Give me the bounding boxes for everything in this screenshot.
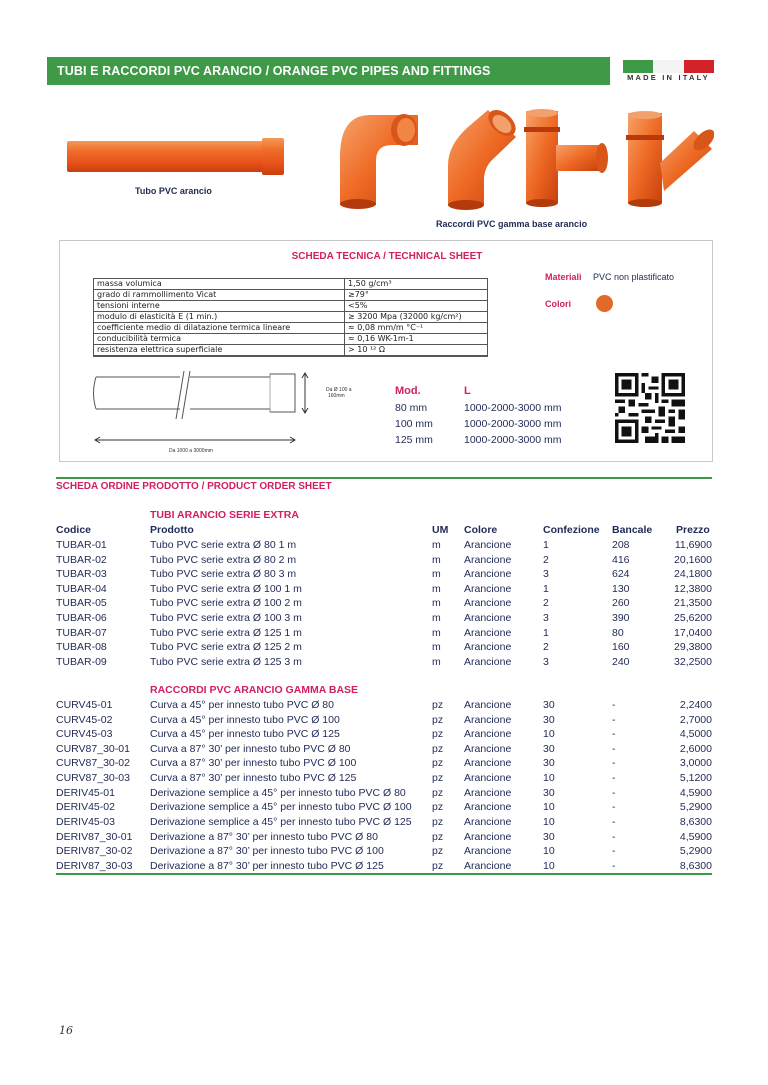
table-row	[56, 831, 712, 846]
cell-price: 5,1200	[679, 772, 712, 785]
cell-color: Arancione	[464, 568, 512, 581]
cell-pallet: 160	[612, 641, 630, 654]
property-row	[94, 323, 488, 334]
cell-code: DERIV87_30-02	[56, 845, 133, 858]
cell-code: TUBAR-01	[56, 539, 107, 551]
cell-pack: 10	[543, 801, 555, 814]
cell-pack: 1	[543, 539, 549, 551]
cell-code: CURV87_30-03	[56, 772, 130, 785]
properties-table	[93, 278, 488, 357]
length-note: Da 1000 a 3000mm	[169, 448, 213, 454]
cell-pallet: -	[612, 830, 616, 843]
cell-price: 3,0000	[679, 757, 712, 770]
model-header: Mod.	[395, 385, 421, 397]
cell-pallet: 80	[612, 626, 624, 639]
cell-pallet: -	[612, 859, 616, 872]
cell-color: Arancione	[464, 612, 512, 625]
table-row	[56, 743, 712, 758]
cell-um: pz	[432, 713, 444, 726]
cell-pack: 3	[543, 612, 549, 625]
cell-code: DERIV45-02	[56, 801, 115, 814]
cell-price: 29,3800	[674, 641, 712, 654]
cell-pallet: -	[612, 815, 616, 828]
cell-code: TUBAR-05	[56, 597, 107, 610]
cell-product: Derivazione a 87° 30’ per innesto tubo PVC Ø 80	[150, 830, 378, 843]
cell-pallet: -	[612, 772, 616, 785]
cell-pallet: 624	[612, 568, 630, 581]
pipe-socket-image	[262, 138, 284, 175]
cell-um: m	[432, 553, 441, 566]
cell-price: 2,6000	[679, 742, 712, 755]
order-sheet-rule	[56, 477, 712, 479]
cell-price: 2,2400	[679, 699, 712, 711]
diameter-note: Da Ø 100 a	[326, 387, 352, 393]
header-bar	[47, 57, 610, 85]
property-value: ≈ 0,16 WK-1m-1	[345, 334, 488, 345]
cell-um: pz	[432, 845, 444, 858]
property-row	[94, 345, 488, 357]
cell-code: TUBAR-06	[56, 612, 107, 625]
order-sheet-title: SCHEDA ORDINE PRODOTTO / PRODUCT ORDER SHEET	[56, 481, 332, 492]
length-header: L	[464, 385, 471, 397]
cell-um: pz	[432, 815, 444, 828]
cell-price: 32,2500	[674, 655, 712, 668]
cell-pack: 2	[543, 597, 549, 610]
elbow-87-fitting-image	[330, 105, 420, 210]
cell-pallet: -	[612, 786, 616, 799]
page-number: 16	[59, 1024, 73, 1037]
cell-um: pz	[432, 757, 444, 770]
cell-um: m	[432, 612, 441, 625]
fittings-caption: Raccordi PVC gamma base arancio	[436, 219, 588, 229]
property-name: conducibilità termica	[94, 334, 345, 345]
cell-price: 25,6200	[674, 612, 712, 625]
table-row	[56, 641, 712, 656]
property-name: modulo di elasticità E (1 min.)	[94, 312, 345, 323]
property-row	[94, 290, 488, 301]
cell-um: m	[432, 626, 441, 639]
cell-um: m	[432, 597, 441, 610]
table-row	[56, 627, 712, 642]
model-length: 1000-2000-3000 mm	[464, 418, 562, 430]
cell-pallet: -	[612, 728, 616, 741]
cell-pallet: -	[612, 845, 616, 858]
materials-label: Materiali	[545, 272, 582, 282]
cell-product: Curva a 45° per innesto tubo PVC Ø 125	[150, 728, 340, 741]
property-name: massa volumica	[94, 279, 345, 290]
cell-pallet: -	[612, 757, 616, 770]
italian-flag-icon	[623, 60, 714, 73]
property-row	[94, 334, 488, 345]
cell-product: Tubo PVC serie extra Ø 125 1 m	[150, 626, 302, 639]
cell-price: 24,1800	[674, 568, 712, 581]
cell-price: 4,5000	[679, 728, 712, 741]
table-row	[56, 656, 712, 671]
cell-price: 20,1600	[674, 553, 712, 566]
cell-um: pz	[432, 830, 444, 843]
cell-price: 5,2900	[679, 845, 712, 858]
cell-product: Derivazione semplice a 45° per innesto tubo PVC Ø 80	[150, 786, 406, 799]
table-row	[56, 801, 712, 816]
cell-pack: 2	[543, 641, 549, 654]
elbow-45-fitting-image	[428, 105, 518, 210]
cell-code: CURV45-02	[56, 713, 113, 726]
table-row	[56, 787, 712, 802]
cell-um: pz	[432, 801, 444, 814]
cell-product: Tubo PVC serie extra Ø 80 3 m	[150, 568, 297, 581]
cell-pallet: -	[612, 801, 616, 814]
cell-color: Arancione	[464, 641, 512, 654]
property-name: tensioni interne	[94, 301, 345, 312]
cell-code: TUBAR-08	[56, 641, 107, 654]
cell-um: m	[432, 582, 441, 595]
cell-pack: 30	[543, 742, 555, 755]
cell-price: 12,3800	[674, 582, 712, 595]
column-header-price: Prezzo	[676, 524, 710, 536]
cell-color: Arancione	[464, 742, 512, 755]
cell-um: m	[432, 539, 441, 551]
cell-um: pz	[432, 859, 444, 872]
cell-pack: 30	[543, 699, 555, 711]
cell-pallet: 390	[612, 612, 630, 625]
table-row	[56, 554, 712, 569]
cell-color: Arancione	[464, 786, 512, 799]
materials-value: PVC non plastificato	[593, 272, 675, 282]
pipe-dimension-diagram	[90, 369, 320, 454]
column-header-color: Colore	[464, 524, 498, 536]
cell-pack: 2	[543, 553, 549, 566]
colors-label: Colori	[545, 299, 571, 309]
cell-color: Arancione	[464, 772, 512, 785]
cell-pack: 30	[543, 713, 555, 726]
cell-pallet: -	[612, 699, 616, 711]
cell-um: m	[432, 568, 441, 581]
cell-pack: 3	[543, 568, 549, 581]
cell-product: Tubo PVC serie extra Ø 80 2 m	[150, 553, 297, 566]
table-row	[56, 583, 712, 598]
technical-sheet-box	[59, 240, 713, 462]
property-value: > 10 ¹² Ω	[345, 345, 488, 357]
cell-color: Arancione	[464, 845, 512, 858]
cell-pallet: 416	[612, 553, 630, 566]
cell-color: Arancione	[464, 801, 512, 814]
property-row	[94, 312, 488, 323]
cell-color: Arancione	[464, 655, 512, 668]
orange-color-swatch	[596, 295, 613, 312]
cell-color: Arancione	[464, 597, 512, 610]
cell-um: pz	[432, 786, 444, 799]
page-title: TUBI E RACCORDI PVC ARANCIO / ORANGE PVC PIPES AND FITTINGS	[57, 64, 491, 78]
cell-color: Arancione	[464, 815, 512, 828]
cell-code: DERIV45-01	[56, 786, 115, 799]
cell-pack: 1	[543, 626, 549, 639]
column-header-um: UM	[432, 524, 449, 536]
table-row	[56, 714, 712, 729]
cell-product: Tubo PVC serie extra Ø 100 2 m	[150, 597, 302, 610]
pipe-caption: Tubo PVC arancio	[135, 186, 212, 196]
cell-price: 11,6900	[674, 539, 712, 551]
cell-pallet: -	[612, 713, 616, 726]
cell-pack: 10	[543, 845, 555, 858]
cell-product: Tubo PVC serie extra Ø 125 2 m	[150, 641, 302, 654]
cell-product: Derivazione a 87° 30’ per innesto tubo PVC Ø 100	[150, 845, 384, 858]
cell-um: pz	[432, 699, 444, 711]
pipe-image	[67, 141, 282, 172]
cell-code: CURV45-01	[56, 699, 113, 711]
cell-product: Tubo PVC serie extra Ø 80 1 m	[150, 539, 297, 551]
cell-color: Arancione	[464, 539, 512, 551]
cell-pack: 3	[543, 655, 549, 668]
cell-pack: 30	[543, 786, 555, 799]
cell-price: 4,5900	[679, 786, 712, 799]
cell-product: Curva a 87° 30’ per innesto tubo PVC Ø 100	[150, 757, 357, 770]
table-row	[56, 772, 712, 787]
property-value: ≈ 0,08 mm/m °C⁻¹	[345, 323, 488, 334]
cell-code: CURV87_30-02	[56, 757, 130, 770]
section-title-pipes: TUBI ARANCIO SERIE EXTRA	[150, 509, 299, 521]
diameter-note-unit: 160mm	[328, 393, 345, 399]
cell-product: Tubo PVC serie extra Ø 100 1 m	[150, 582, 302, 595]
model-diameter: 80 mm	[395, 402, 428, 414]
qr-code-icon	[615, 373, 685, 443]
cell-code: TUBAR-02	[56, 553, 107, 566]
cell-pallet: -	[612, 742, 616, 755]
cell-pack: 10	[543, 728, 555, 741]
cell-color: Arancione	[464, 582, 512, 595]
cell-pack: 30	[543, 757, 555, 770]
table-row	[56, 568, 712, 583]
table-row	[56, 612, 712, 627]
cell-code: DERIV45-03	[56, 815, 115, 828]
model-diameter: 100 mm	[395, 418, 433, 430]
column-header-pack: Confezione	[543, 524, 600, 536]
property-value: 1,50 g/cm³	[345, 279, 488, 290]
cell-price: 17,0400	[674, 626, 712, 639]
cell-code: TUBAR-09	[56, 655, 107, 668]
branch-45-fitting-image	[624, 105, 714, 210]
column-header-code: Codice	[56, 524, 92, 536]
cell-product: Derivazione semplice a 45° per innesto tubo PVC Ø 100	[150, 801, 412, 814]
table-row	[56, 816, 712, 831]
cell-code: DERIV87_30-01	[56, 830, 133, 843]
cell-price: 8,6300	[679, 859, 712, 872]
property-value: <5%	[345, 301, 488, 312]
property-name: coefficiente medio di dilatazione termica lineare	[94, 323, 345, 334]
cell-color: Arancione	[464, 728, 512, 741]
cell-code: CURV87_30-01	[56, 742, 130, 755]
cell-code: TUBAR-04	[56, 582, 107, 595]
cell-color: Arancione	[464, 757, 512, 770]
cell-um: pz	[432, 772, 444, 785]
cell-price: 8,6300	[679, 815, 712, 828]
cell-code: TUBAR-03	[56, 568, 107, 581]
cell-product: Tubo PVC serie extra Ø 100 3 m	[150, 612, 302, 625]
cell-pack: 30	[543, 830, 555, 843]
property-row	[94, 279, 488, 290]
cell-pallet: 240	[612, 655, 630, 668]
property-name: grado di rammollimento Vicat	[94, 290, 345, 301]
cell-product: Tubo PVC serie extra Ø 125 3 m	[150, 655, 302, 668]
cell-color: Arancione	[464, 859, 512, 872]
cell-um: pz	[432, 742, 444, 755]
cell-price: 2,7000	[679, 713, 712, 726]
property-value: ≥ 3200 Mpa (32000 kg/cm²)	[345, 312, 488, 323]
cell-color: Arancione	[464, 626, 512, 639]
cell-product: Derivazione a 87° 30’ per innesto tubo PVC Ø 125	[150, 859, 384, 872]
cell-pallet: 130	[612, 582, 630, 595]
table-row	[56, 757, 712, 772]
cell-pack: 10	[543, 772, 555, 785]
table-row	[56, 699, 712, 714]
table-row	[56, 597, 712, 612]
cell-pack: 1	[543, 582, 549, 595]
cell-color: Arancione	[464, 713, 512, 726]
cell-price: 4,5900	[679, 830, 712, 843]
property-value: ≥79°	[345, 290, 488, 301]
table-row	[56, 728, 712, 743]
model-length: 1000-2000-3000 mm	[464, 402, 562, 414]
property-name: resistenza elettrica superficiale	[94, 345, 345, 357]
cell-pallet: 208	[612, 539, 630, 551]
cell-code: CURV45-03	[56, 728, 113, 741]
cell-product: Curva a 45° per innesto tubo PVC Ø 100	[150, 713, 340, 726]
section-title-fittings: RACCORDI PVC ARANCIO GAMMA BASE	[150, 684, 359, 696]
cell-code: DERIV87_30-03	[56, 859, 133, 872]
model-length: 1000-2000-3000 mm	[464, 434, 562, 446]
cell-um: m	[432, 641, 441, 654]
table-row	[56, 539, 712, 554]
column-header-product: Prodotto	[150, 524, 194, 536]
tee-87-fitting-image	[522, 105, 612, 210]
cell-color: Arancione	[464, 699, 512, 711]
cell-pack: 10	[543, 859, 555, 872]
order-sheet-end-rule	[56, 873, 712, 875]
cell-price: 5,2900	[679, 801, 712, 814]
cell-product: Curva a 45° per innesto tubo PVC Ø 80	[150, 699, 334, 711]
cell-product: Curva a 87° 30’ per innesto tubo PVC Ø 80	[150, 742, 351, 755]
cell-color: Arancione	[464, 553, 512, 566]
technical-sheet-title: SCHEDA TECNICA / TECHNICAL SHEET	[291, 251, 483, 262]
cell-price: 21,3500	[674, 597, 712, 610]
column-header-pallet: Bancale	[612, 524, 653, 536]
property-row	[94, 301, 488, 312]
cell-color: Arancione	[464, 830, 512, 843]
model-diameter: 125 mm	[395, 434, 433, 446]
cell-product: Curva a 87° 30’ per innesto tubo PVC Ø 125	[150, 772, 357, 785]
cell-um: pz	[432, 728, 444, 741]
cell-product: Derivazione semplice a 45° per innesto tubo PVC Ø 125	[150, 815, 412, 828]
made-in-italy-label: MADE IN ITALY	[627, 73, 710, 82]
table-row	[56, 845, 712, 860]
cell-pallet: 260	[612, 597, 630, 610]
cell-um: m	[432, 655, 441, 668]
cell-code: TUBAR-07	[56, 626, 107, 639]
cell-pack: 10	[543, 815, 555, 828]
